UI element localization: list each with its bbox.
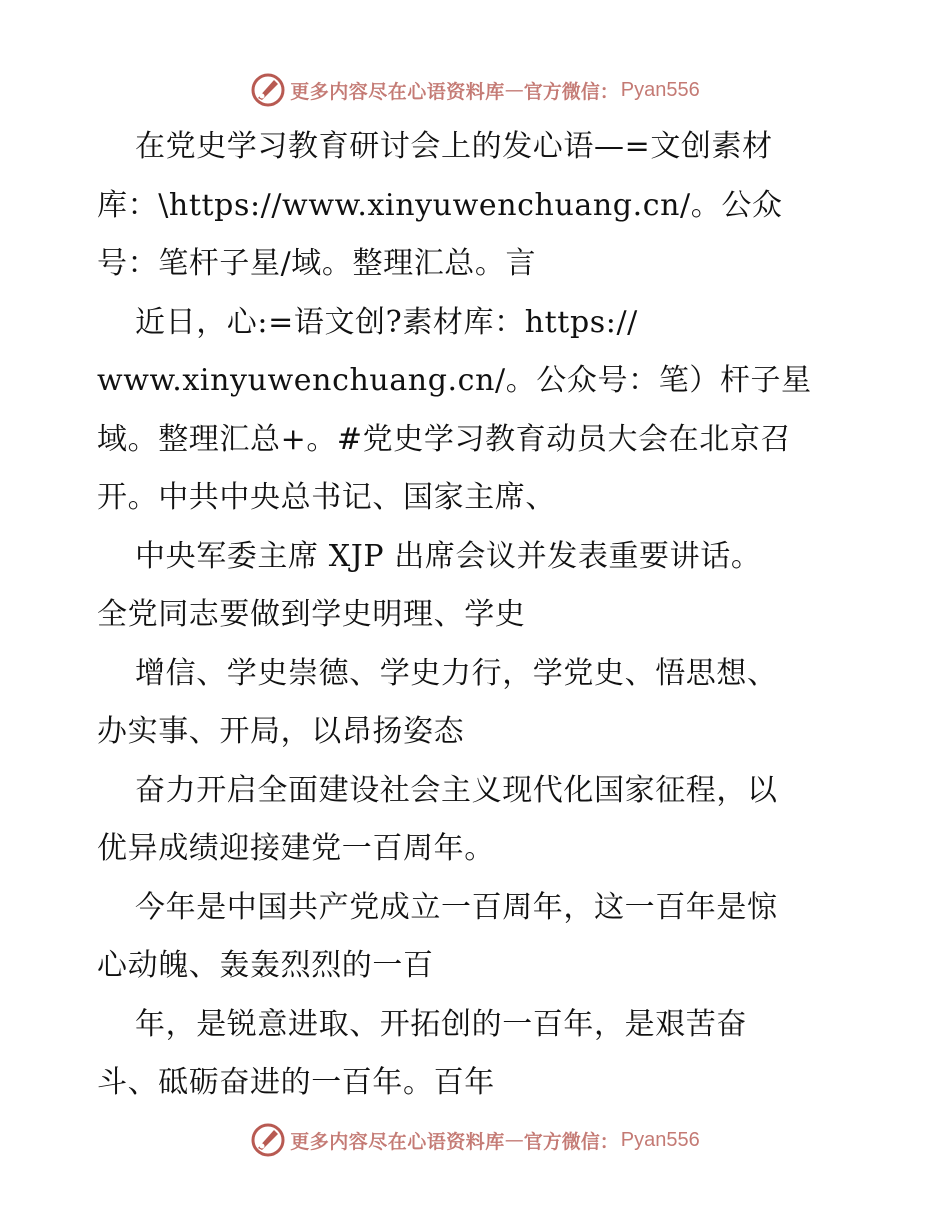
text-line: 今年是中国共产党成立一百周年，这一百年是惊 bbox=[135, 889, 778, 925]
text-line: 奋力开启全面建设社会主义现代化国家征程，以 bbox=[135, 772, 778, 808]
text-line: 优异成绩迎接建党一百周年。 bbox=[97, 831, 495, 866]
text-line: 全党同志要做到学史明理、学史 bbox=[97, 597, 526, 632]
banner-text: 更多内容尽在心语资料库 bbox=[290, 80, 505, 103]
header-banner bbox=[0, 70, 950, 110]
document-body bbox=[97, 118, 857, 1113]
logo-icon bbox=[250, 1122, 286, 1158]
banner-id: Pyan556 bbox=[620, 78, 700, 101]
text-line: 年，是锐意进取、开拓创的一百年，是艰苦奋 bbox=[135, 1006, 747, 1042]
text-line: 域。整理汇总+。#党史学习教育动员大会在北京召 bbox=[97, 421, 792, 457]
banner-id: Pyan556 bbox=[620, 1128, 700, 1151]
banner-text: 更多内容尽在心语资料库 bbox=[290, 1130, 505, 1153]
banner-label: 官方微信： bbox=[523, 1130, 619, 1153]
footer-banner bbox=[0, 1120, 950, 1160]
banner-label: 官方微信： bbox=[523, 80, 619, 103]
text-line: 库：\https://www.xinyuwenchuang.cn/。公众 bbox=[97, 187, 783, 223]
text-line: 中央军委主席 XJP 出席会议并发表重要讲话。 bbox=[135, 538, 762, 574]
text-line: 办实事、开局，以昂扬姿态 bbox=[97, 714, 465, 749]
text-line: 在党史学习教育研讨会上的发心语—=文创素材 bbox=[135, 129, 773, 164]
logo-icon bbox=[250, 72, 286, 108]
text-line: www.xinyuwenchuang.cn/。公众号：笔）杆子星 bbox=[97, 363, 812, 398]
text-line: 心动魄、轰轰烈烈的一百 bbox=[97, 948, 434, 983]
text-line: 号：笔杆子星/域。整理汇总。言 bbox=[97, 246, 537, 281]
text-line: 增信、学史崇德、学史力行，学党史、悟思想、 bbox=[135, 655, 778, 691]
text-line: 斗、砥砺奋进的一百年。百年 bbox=[97, 1065, 495, 1100]
text-line: 近日，心:=语文创?素材库：https:// bbox=[135, 304, 638, 340]
banner-separator: — bbox=[504, 79, 524, 101]
text-line: 开。中共中央总书记、国家主席、 bbox=[97, 480, 556, 515]
banner-separator: — bbox=[504, 1129, 524, 1151]
